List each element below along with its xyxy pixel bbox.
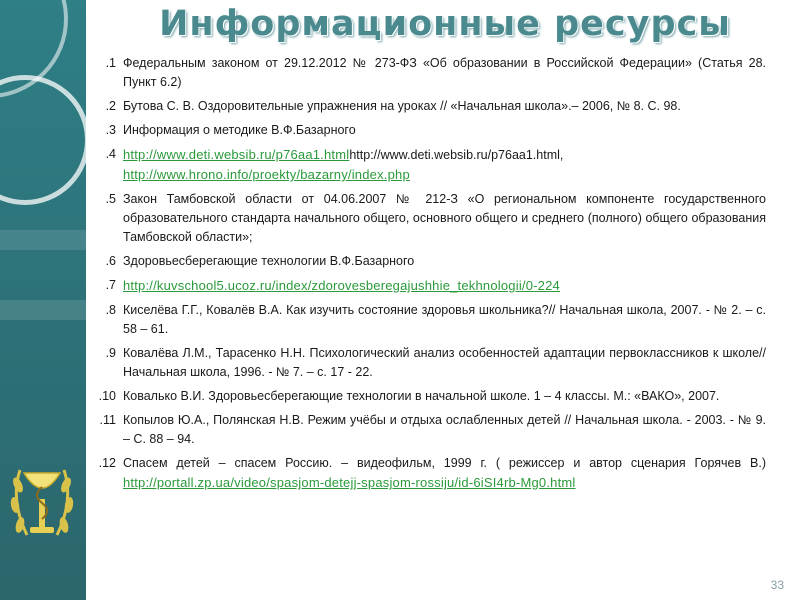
list-item: [86, 344, 766, 382]
item-number: 6.: [105, 254, 116, 268]
list-item: [86, 276, 766, 296]
reference-text: Информация о методике В.Ф.Базарного: [123, 123, 356, 137]
item-number: 3.: [105, 123, 116, 137]
reference-text: Закон Тамбовской области от 04.06.2007 № 212-З «О региональном компоненте государственного образовательного стандарта начального общего, основного общего и среднего (полного) общего образования Тамбовской области»;: [123, 192, 766, 244]
list-item: [86, 121, 766, 140]
reference-link[interactable]: http://www.hrono.info/proekty/bazarny/index.php: [123, 167, 410, 182]
decorative-band: [0, 300, 86, 320]
reference-text: Копылов Ю.А., Полянская Н.В. Режим учёбы и отдыха ослабленных детей // Начальная школа. - 2003. - № 9. – С. 88 – 94.: [123, 413, 766, 446]
sidebar-decoration: [0, 0, 86, 600]
list-item: [86, 301, 766, 339]
reference-text: http://www.deti.websib.ru/p76aa1.html,: [349, 148, 564, 162]
list-item: [86, 54, 766, 92]
list-item: [86, 411, 766, 449]
reference-text: Спасем детей – спасем Россию. – видеофильм, 1999 г. ( режиссер и автор сценария Горячев В.): [123, 456, 766, 470]
reference-link[interactable]: http://www.deti.websib.ru/p76aa1.html: [123, 147, 350, 162]
item-number: 12.: [98, 456, 116, 470]
list-item: [86, 387, 766, 406]
item-number: 2.: [105, 99, 116, 113]
reference-text: Ковалько В.И. Здоровьесберегающие технологии в начальной школе. 1 – 4 классы. М.: «ВАКО», 2007.: [123, 389, 720, 403]
item-number: 11.: [99, 413, 116, 427]
list-item: [86, 454, 766, 493]
reference-text: Ковалёва Л.М., Тарасенко Н.Н. Психологический анализ особенностей адаптации первоклассников к школе// Начальная школа, 1996. - № 7. – с. 17 - 22.: [123, 346, 766, 379]
decorative-band: [0, 230, 86, 250]
list-item: [86, 190, 766, 247]
list-item: [86, 252, 766, 271]
item-number: 4.: [105, 147, 116, 161]
item-number: 8.: [105, 303, 116, 317]
health-emblem-icon: [2, 455, 82, 565]
list-item: [86, 145, 766, 185]
page-number: 33: [770, 578, 784, 592]
item-number: 7.: [105, 278, 116, 292]
reference-text: Киселёва Г.Г., Ковалёв В.А. Как изучить состояние здоровья школьника?// Начальная школа, 2007. - № 2. – с. 58 – 61.: [123, 303, 766, 336]
item-number: 10.: [98, 389, 116, 403]
list-item: [86, 97, 766, 116]
item-number: 9.: [105, 346, 116, 360]
reference-link[interactable]: http://kuvschool5.ucoz.ru/index/zdorovesberegajushhie_tekhnologii/0-224: [123, 278, 560, 293]
item-number: 1.: [105, 56, 116, 70]
reference-text: Бутова С. В. Оздоровительные упражнения на уроках // «Начальная школа».– 2006, № 8. С. 98.: [123, 99, 681, 113]
reference-text: Здоровьесберегающие технологии В.Ф.Базарного: [123, 254, 415, 268]
reference-link[interactable]: http://portall.zp.ua/video/spasjom-detejj-spasjom-rossiju/id-6iSI4rb-Mg0.html: [123, 475, 576, 490]
item-number: 5.: [105, 192, 116, 206]
page-title: Информационные ресурсы: [159, 4, 731, 44]
decorative-ring: [0, 75, 86, 205]
references-list: [86, 54, 766, 498]
reference-text: Федеральным законом от 29.12.2012 № 273-ФЗ «Об образовании в Российской Федерации» (Статья 28. Пункт 6.2): [123, 56, 766, 89]
